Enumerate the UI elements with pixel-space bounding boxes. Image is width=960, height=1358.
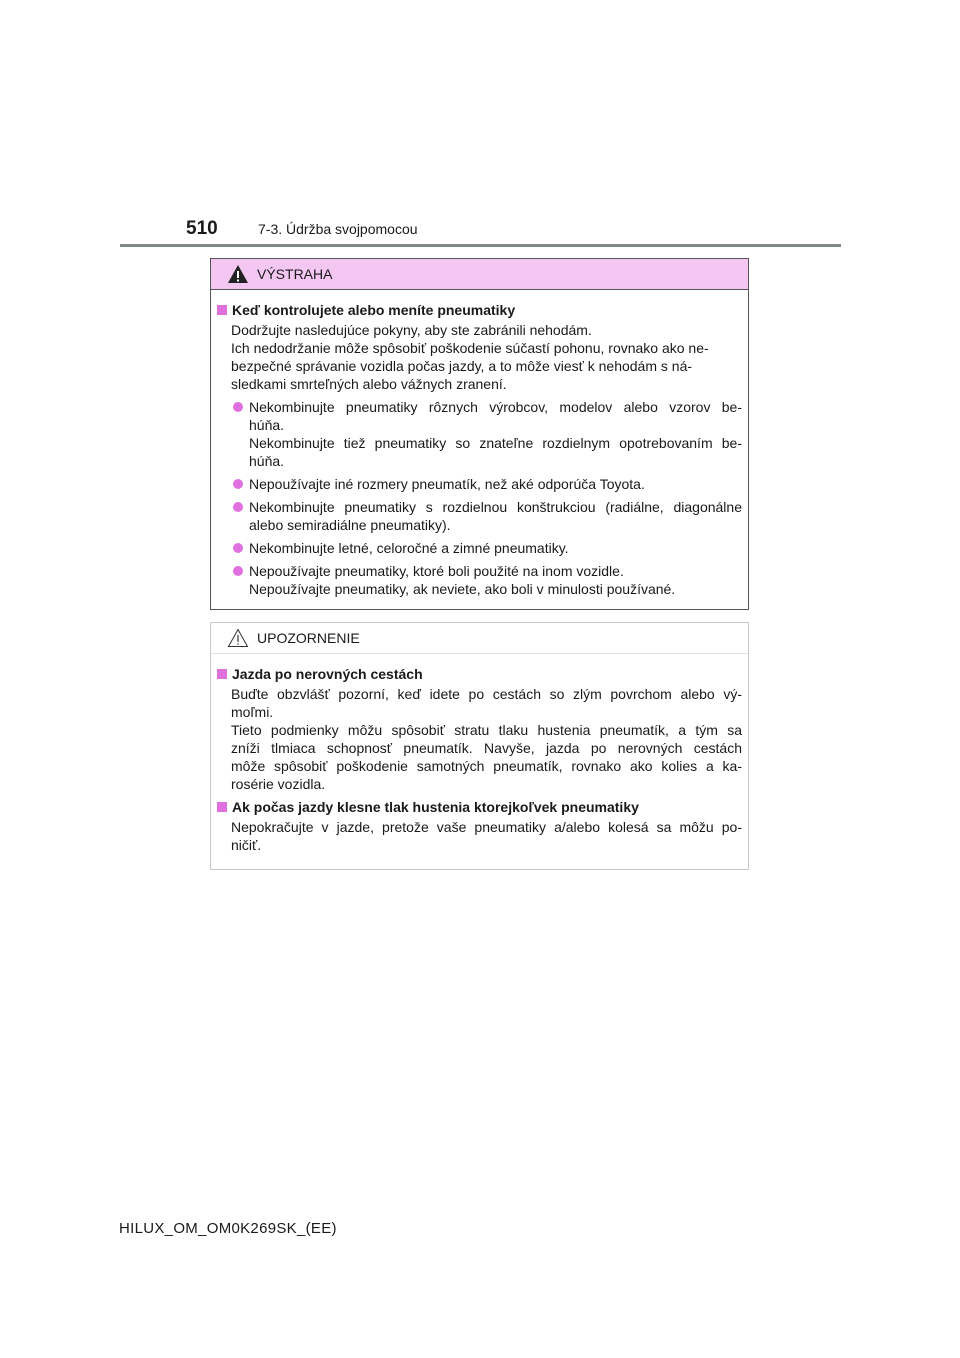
list-item: Nekombinujte letné, celoročné a zimné pneumatiky. [217, 539, 742, 557]
round-bullet-icon [233, 566, 243, 576]
header-rule [120, 244, 841, 247]
square-bullet-icon [217, 802, 227, 812]
warning-title: VÝSTRAHA [257, 266, 333, 282]
list-item: Nepoužívajte pneumatiky, ktoré boli použité na inom vozidle. Nepoužívajte pneumatiky, ak neviete, ako boli v minulosti používané. [217, 562, 742, 598]
caution-title: UPOZORNENIE [257, 630, 360, 646]
page-header [186, 218, 418, 242]
list-item: Nepoužívajte iné rozmery pneumatík, než aké odporúča Toyota. [217, 475, 742, 493]
warning-box [210, 258, 749, 610]
document-code: HILUX_OM_OM0K269SK_(EE) [119, 1220, 337, 1237]
caution-box-header [211, 623, 748, 654]
warning-topic: Keď kontrolujete alebo meníte pneumatiky [217, 301, 742, 319]
warning-intro-2: Ich nedodržanie môže spôsobiť poškodenie súčastí pohonu, rovnako ako ne- [231, 340, 709, 356]
caution-triangle-icon [227, 628, 249, 648]
warning-intro-1: Dodržujte nasledujúce pokyny, aby ste zabránili nehodám. [231, 322, 592, 338]
round-bullet-icon [233, 479, 243, 489]
caution-box: UPOZORNENIE Jazda po nerovných cestách Buďte obzvlášť pozorní, keď idete po cestách so zlým povrchom alebo vý- moľmi. Tieto podmienky môžu spôsobiť stratu tlaku hustenia pneumatík, a tým sa zníži tlmiaca schopnosť pneumatík. Navyše, jazda po nerovných cestách môže spôsobiť poškodenie samotných pneumatík, rovnako ako kolies a ka- rosérie vozidla. Ak počas jazdy klesne tlak hustenia ktorejkoľvek pneumatiky Nepokračujte v jazde, pretože vaše pneumatiky a/alebo kolesá sa môžu po- ničiť. [210, 622, 749, 870]
warning-box-header [211, 259, 748, 290]
section-title: 7-3. Údržba svojpomocou [258, 221, 418, 237]
round-bullet-icon [233, 502, 243, 512]
round-bullet-icon [233, 543, 243, 553]
caution-topic-1: Jazda po nerovných cestách [217, 665, 742, 683]
warning-intro-4: sledkami smrteľných alebo vážnych zranení. [231, 376, 507, 392]
list-item: Nekombinujte pneumatiky rôznych výrobcov, modelov alebo vzorov be- húňa. Nekombinujte tiež pneumatiky so znateľne rozdielnym opotrebovaním be- húňa. [217, 398, 742, 470]
warning-triangle-icon [227, 264, 249, 284]
page-number: 510 [186, 218, 218, 239]
list-item: Nekombinujte pneumatiky s rozdielnou konštrukciou (radiálne, diagonálne alebo semiradiálne pneumatiky). [217, 498, 742, 534]
round-bullet-icon [233, 402, 243, 412]
square-bullet-icon [217, 669, 227, 679]
warning-intro-3: bezpečné správanie vozidla počas jazdy, a to môže viesť k nehodám s ná- [231, 358, 693, 374]
caution-topic-2: Ak počas jazdy klesne tlak hustenia ktorejkoľvek pneumatiky [217, 798, 742, 816]
square-bullet-icon [217, 305, 227, 315]
